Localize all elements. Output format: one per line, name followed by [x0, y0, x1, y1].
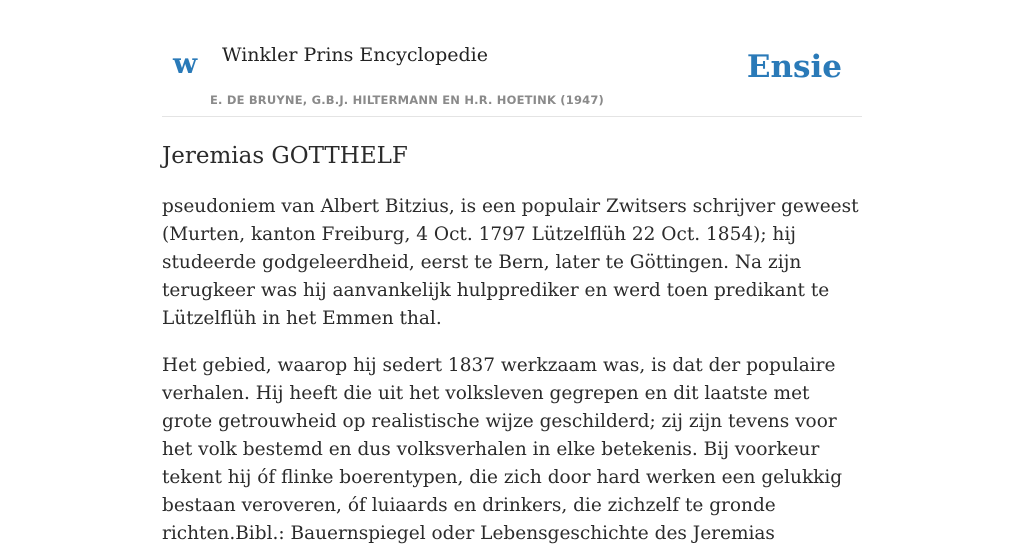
- source-header: [162, 0, 862, 117]
- article-paragraph: Het gebied, waarop hij sedert 1837 werkzaam was, is dat der populaire verhalen. Hij heeft die uit het volksleven gegrepen en dit laatste met grote getrouwheid op realistische wijze geschilderd; zij zijn tevens voor het volk bestemd en dus volksverhalen in elke betekenis. Bij voorkeur tekent hij óf flinke boerentypen, die zich door hard werken een gelukkig bestaan veroveren, óf luiaards en drinkers, die zichzelf te gronde richten.Bibl.: Bauernspiegel oder Lebensgeschichte des Jeremias: [162, 355, 843, 544]
- brand-logo[interactable]: Ensie: [746, 49, 842, 85]
- source-logo[interactable]: w: [173, 47, 198, 80]
- article-page: [162, 0, 862, 548]
- article-title: Jeremias GOTTHELF: [162, 143, 408, 169]
- article-paragraph: pseudoniem van Albert Bitzius, is een populair Zwitsers schrijver geweest (Murten, kanton Freiburg, 4 Oct. 1797 Lützelflüh 22 Oct. 1854); hij studeerde godgeleerdheid, eerst te Bern, later te Göttingen. Na zijn terugkeer was hij aanvankelijk hulpprediker en werd toen predikant te Lützelflüh in het Emmen thal.: [162, 196, 859, 329]
- source-authors: E. DE BRUYNE, G.B.J. HILTERMANN EN H.R. HOETINK (1947): [210, 93, 605, 107]
- source-title[interactable]: Winkler Prins Encyclopedie: [222, 44, 488, 66]
